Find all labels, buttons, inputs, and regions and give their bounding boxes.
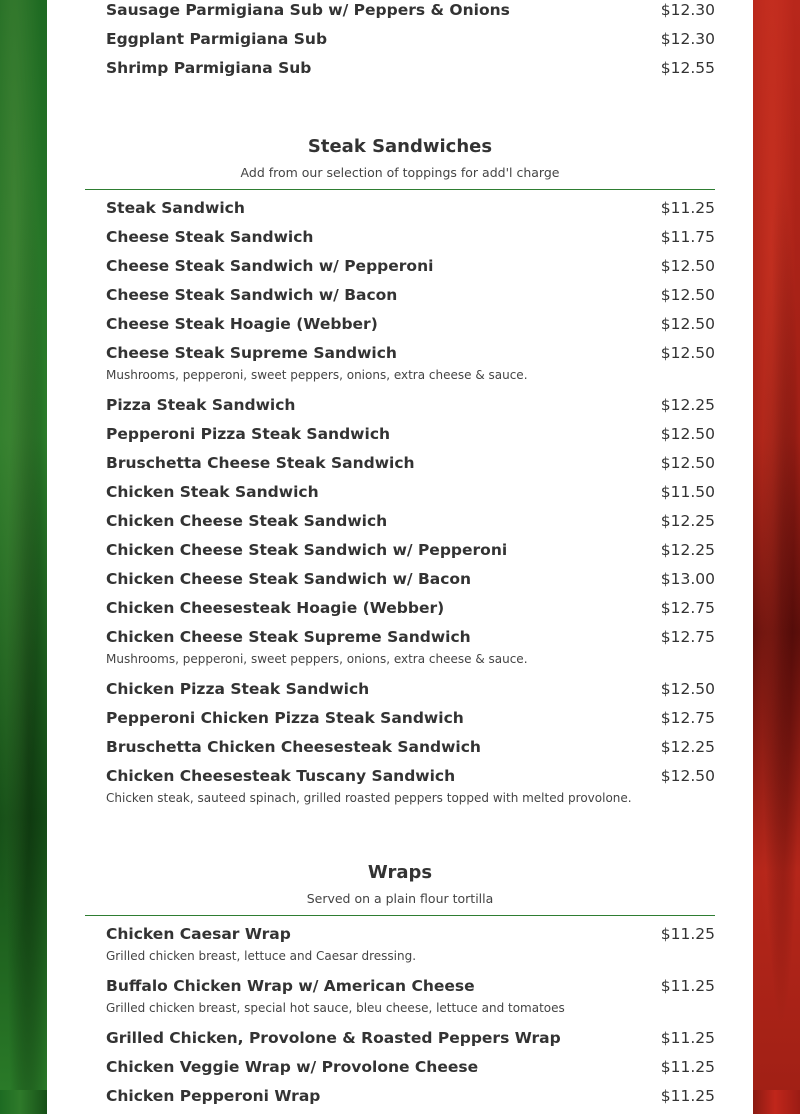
item-price: $12.25 [660,738,715,756]
top-items-list [85,0,715,86]
menu-item-row[interactable] [85,1056,715,1085]
item-name: Chicken Steak Sandwich [106,483,319,501]
item-name: Chicken Cheese Steak Sandwich [106,512,388,530]
item-name: Cheese Steak Hoagie (Webber) [106,315,378,333]
item-price: $12.50 [660,286,715,304]
item-price: $12.75 [660,709,715,727]
item-price: $12.30 [660,30,715,48]
item-name: Chicken Cheese Steak Supreme Sandwich [106,628,471,646]
section-subtitle: Add from our selection of toppings for add'l charge [240,165,560,180]
item-name: Chicken Veggie Wrap w/ Provolone Cheese [106,1058,479,1076]
item-description: Grilled chicken breast, lettuce and Caesar dressing. [106,949,417,963]
item-price: $12.75 [660,599,715,617]
item-name: Eggplant Parmigiana Sub [106,30,328,48]
item-description: Grilled chicken breast, special hot sauce, bleu cheese, lettuce and tomatoes [106,1001,565,1015]
menu-item-row[interactable] [85,510,715,539]
item-price: $12.25 [660,512,715,530]
item-name: Cheese Steak Sandwich [106,228,314,246]
item-name: Cheese Steak Supreme Sandwich [106,344,397,362]
item-name: Pepperoni Chicken Pizza Steak Sandwich [106,709,464,727]
wraps-section [85,862,715,1114]
item-name: Chicken Pizza Steak Sandwich [106,680,370,698]
item-description: Mushrooms, pepperoni, sweet peppers, onions, extra cheese & sauce. [106,368,528,382]
menu-item-row[interactable] [85,452,715,481]
item-price: $12.50 [660,425,715,443]
menu-item-row[interactable] [85,678,715,707]
item-description: Mushrooms, pepperoni, sweet peppers, onions, extra cheese & sauce. [106,652,528,666]
item-price: $12.50 [660,315,715,333]
item-name: Chicken Pepperoni Wrap [106,1087,321,1105]
menu-item-row[interactable] [85,1085,715,1114]
item-name: Chicken Cheesesteak Tuscany Sandwich [106,767,456,785]
item-price: $11.25 [660,1029,715,1047]
menu-item-row[interactable] [85,394,715,423]
section-title: Wraps [367,862,433,883]
item-price: $12.50 [660,454,715,472]
menu-page [47,0,753,1105]
item-name: Buffalo Chicken Wrap w/ American Cheese [106,977,475,995]
item-name: Chicken Caesar Wrap [106,925,291,943]
item-name: Sausage Parmigiana Sub w/ Peppers & Onions [106,1,510,19]
menu-item-row[interactable] [85,1027,715,1056]
menu-item-row[interactable] [85,313,715,342]
menu-item-row[interactable] [85,626,715,655]
green-texture-border [0,0,47,1090]
item-name: Pizza Steak Sandwich [106,396,296,414]
menu-item-row[interactable] [85,481,715,510]
menu-item-row[interactable] [85,0,715,28]
item-price: $13.00 [660,570,715,588]
menu-item-row[interactable] [85,975,715,1004]
item-name: Pepperoni Pizza Steak Sandwich [106,425,391,443]
menu-item-row[interactable] [85,923,715,952]
item-price: $12.55 [660,59,715,77]
item-name: Cheese Steak Sandwich w/ Bacon [106,286,398,304]
item-price: $11.25 [660,199,715,217]
item-price: $11.25 [660,1087,715,1105]
menu-item-row[interactable] [85,226,715,255]
menu-item-row[interactable] [85,284,715,313]
item-name: Steak Sandwich [106,199,245,217]
menu-item-row[interactable] [85,707,715,736]
item-price: $11.25 [660,925,715,943]
item-name: Shrimp Parmigiana Sub [106,59,312,77]
item-name: Chicken Cheese Steak Sandwich w/ Pepperoni [106,541,508,559]
menu-item-row[interactable] [85,568,715,597]
item-name: Cheese Steak Sandwich w/ Pepperoni [106,257,434,275]
item-description: Chicken steak, sauteed spinach, grilled roasted peppers topped with melted provolone. [106,791,632,805]
item-price: $12.25 [660,396,715,414]
menu-item-row[interactable] [85,197,715,226]
item-price: $12.50 [660,344,715,362]
menu-item-row[interactable] [85,736,715,765]
item-name: Bruschetta Chicken Cheesesteak Sandwich [106,738,481,756]
section-divider [85,915,715,916]
menu-item-row[interactable] [85,342,715,371]
steak-sandwiches-section [85,136,715,817]
item-price: $11.75 [660,228,715,246]
menu-item-row[interactable] [85,539,715,568]
item-name: Chicken Cheese Steak Sandwich w/ Bacon [106,570,472,588]
menu-item-row[interactable] [85,255,715,284]
section-divider [85,189,715,190]
item-price: $12.50 [660,257,715,275]
section-title: Steak Sandwiches [307,136,493,157]
menu-item-row[interactable] [85,423,715,452]
item-price: $12.30 [660,1,715,19]
menu-item-row[interactable] [85,57,715,86]
red-texture-border [753,0,800,1090]
item-price: $12.25 [660,541,715,559]
menu-item-row[interactable] [85,765,715,794]
menu-item-row[interactable] [85,597,715,626]
item-price: $11.50 [660,483,715,501]
item-name: Grilled Chicken, Provolone & Roasted Peppers Wrap [106,1029,561,1047]
item-price: $12.75 [660,628,715,646]
item-price: $12.50 [660,680,715,698]
item-price: $11.25 [660,1058,715,1076]
menu-item-row[interactable] [85,28,715,57]
section-subtitle: Served on a plain flour tortilla [306,891,494,906]
item-name: Bruschetta Cheese Steak Sandwich [106,454,415,472]
item-price: $11.25 [660,977,715,995]
item-price: $12.50 [660,767,715,785]
item-name: Chicken Cheesesteak Hoagie (Webber) [106,599,445,617]
